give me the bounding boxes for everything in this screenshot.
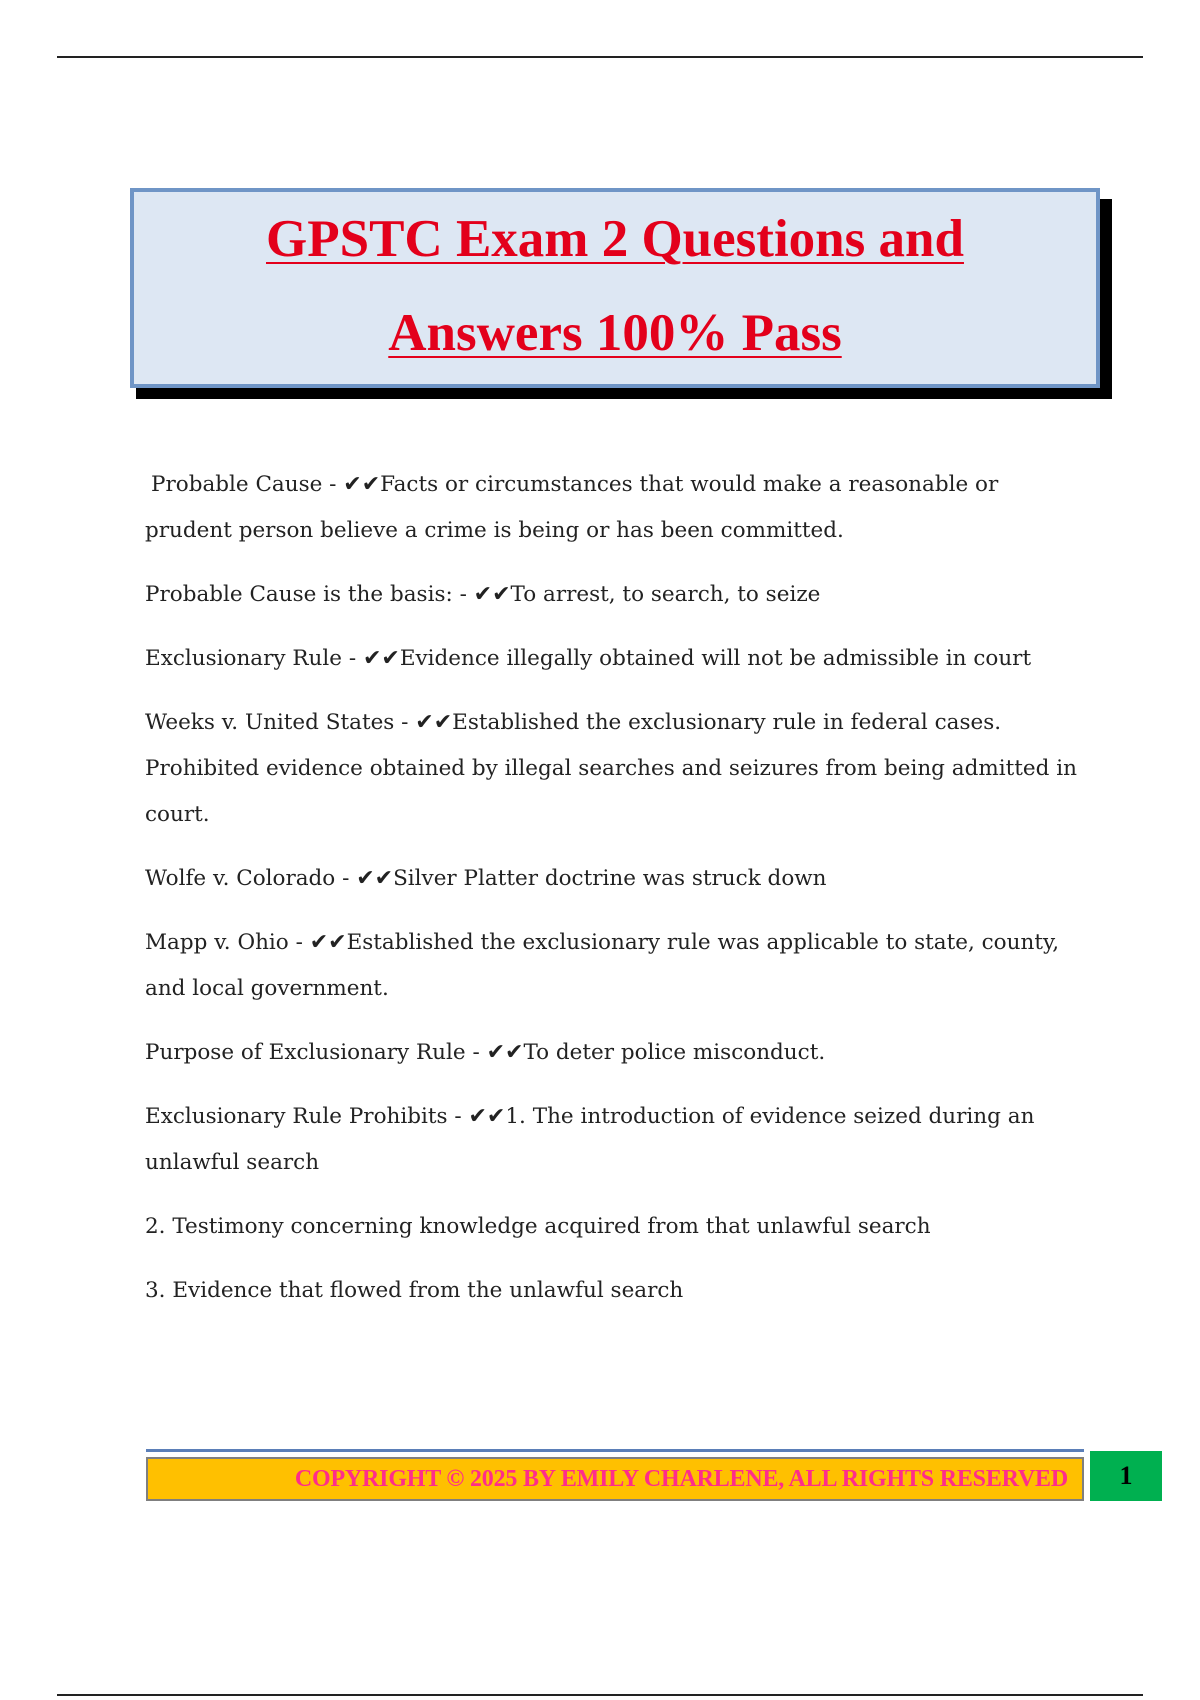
- qa-item: [145, 462, 1085, 554]
- qa-answer: Established the exclusionary rule in federal cases. Prohibited evidence obtained by illegal searches and seizures from being admitted in court.: [145, 710, 1077, 827]
- title-box: [130, 188, 1100, 388]
- double-check-icon: ✔✔: [415, 710, 453, 735]
- qa-item: [145, 700, 1085, 838]
- qa-term: Wolfe v. Colorado -: [145, 866, 357, 891]
- list-item: 2. Testimony concerning knowledge acquired from that unlawful search: [145, 1214, 931, 1239]
- qa-answer: 1. The introduction of evidence seized during an unlawful search: [145, 1104, 1035, 1175]
- qa-answer: Silver Platter doctrine was struck down: [393, 866, 827, 891]
- qa-item: [145, 1030, 1085, 1076]
- copyright-text: COPYRIGHT © 2025 BY EMILY CHARLENE, ALL RIGHTS RESERVED: [294, 1466, 1068, 1492]
- qa-item: [145, 1094, 1085, 1186]
- double-check-icon: ✔✔: [343, 472, 381, 497]
- qa-term: Purpose of Exclusionary Rule -: [145, 1040, 487, 1065]
- qa-term: Exclusionary Rule -: [145, 646, 363, 671]
- qa-term: Mapp v. Ohio -: [145, 930, 310, 955]
- double-check-icon: ✔✔: [468, 1104, 506, 1129]
- double-check-icon: ✔✔: [309, 930, 347, 955]
- qa-term: Exclusionary Rule Prohibits -: [145, 1104, 469, 1129]
- qa-item: [145, 856, 1085, 902]
- title-line-2: Answers 100% Pass: [388, 304, 842, 362]
- list-item: 3. Evidence that flowed from the unlawful search: [145, 1278, 684, 1303]
- page-number-box: [1090, 1451, 1162, 1501]
- double-check-icon: ✔✔: [356, 866, 394, 891]
- top-rule: [57, 56, 1143, 58]
- qa-answer: Facts or circumstances that would make a reasonable or prudent person believe a crime is being or has been committed.: [145, 472, 999, 543]
- double-check-icon: ✔✔: [362, 646, 400, 671]
- qa-term: Weeks v. United States -: [145, 710, 416, 735]
- qa-answer: To deter police misconduct.: [523, 1040, 826, 1065]
- bottom-rule: [57, 1694, 1143, 1696]
- qa-answer: Evidence illegally obtained will not be admissible in court: [399, 646, 1032, 671]
- double-check-icon: ✔✔: [486, 1040, 524, 1065]
- qa-content: [145, 462, 1085, 1332]
- footer-copyright-bar: [146, 1457, 1084, 1501]
- title-line-1: GPSTC Exam 2 Questions and: [266, 210, 964, 268]
- qa-term: Probable Cause -: [151, 472, 344, 497]
- qa-item: [145, 920, 1085, 1012]
- qa-item: [145, 636, 1085, 682]
- qa-answer: Established the exclusionary rule was applicable to state, county, and local government.: [145, 930, 1060, 1001]
- qa-term: Probable Cause is the basis: -: [145, 582, 474, 607]
- page-number: 1: [1119, 1461, 1133, 1490]
- footer-rule: [146, 1449, 1084, 1452]
- double-check-icon: ✔✔: [473, 582, 511, 607]
- qa-answer: To arrest, to search, to seize: [510, 582, 821, 607]
- qa-item: [145, 572, 1085, 618]
